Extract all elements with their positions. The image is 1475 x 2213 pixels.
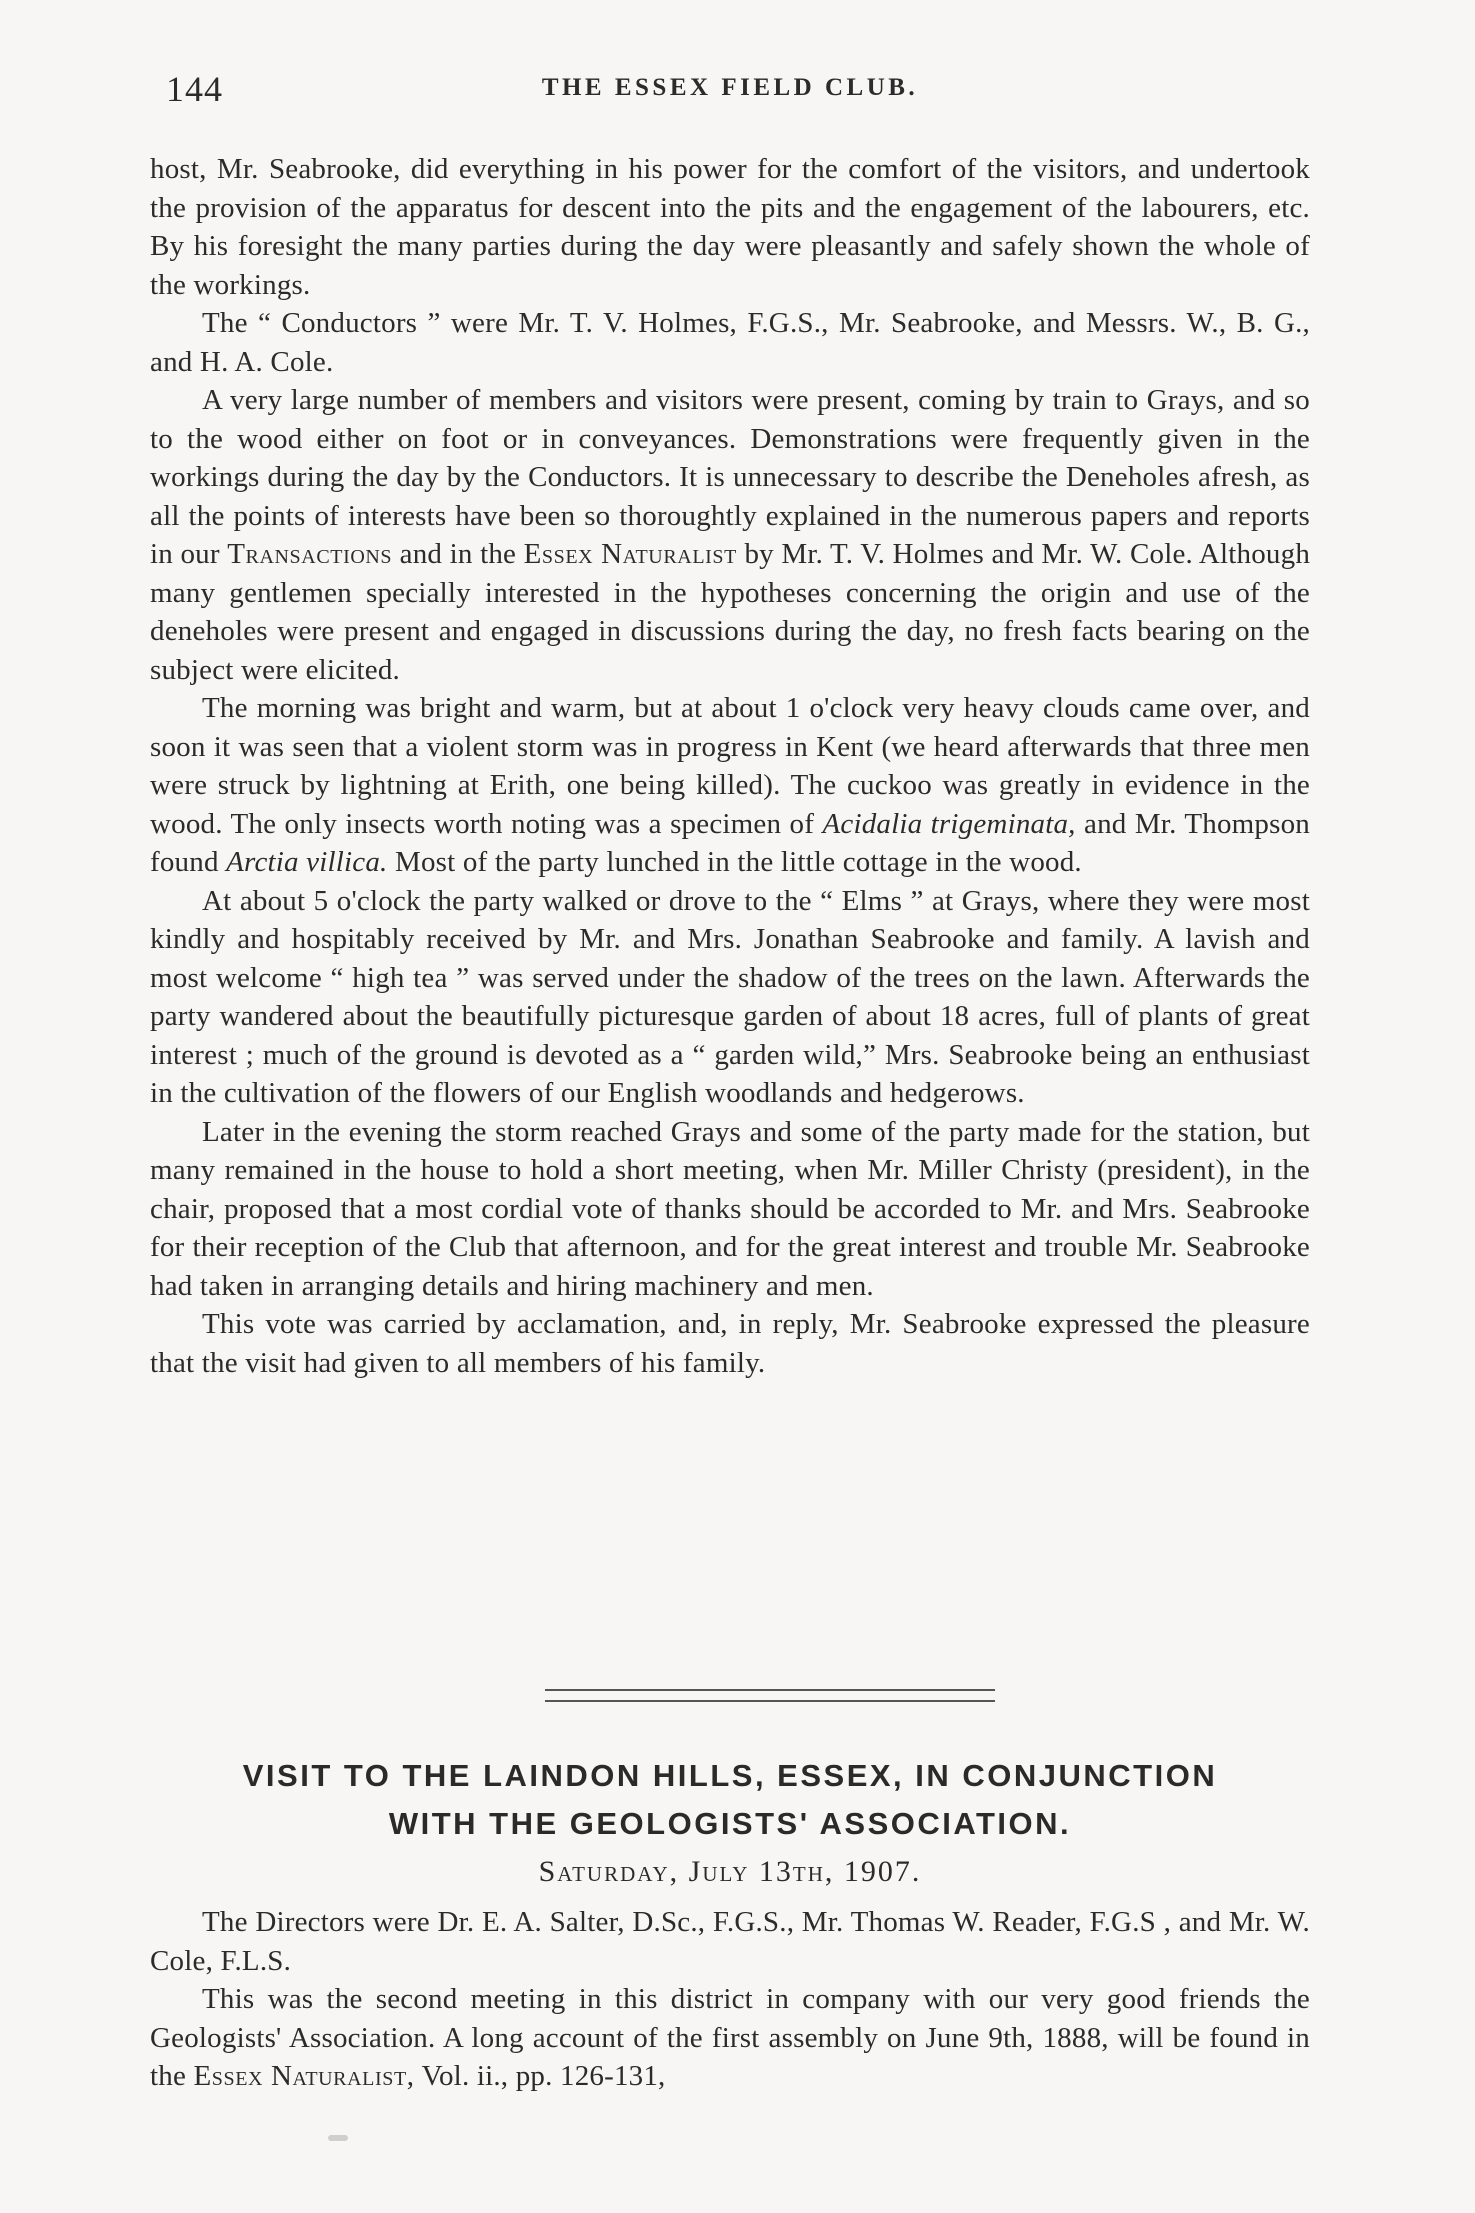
paragraph-1: host, Mr. Seabrooke, did everything in his power for the comfort of the visitors, and undertook the provision of the apparatus for descent into the pits and the engagement of the labourers, etc. By his foresight the many parties during the day were pleasantly and safely shown the whole of the workings. bbox=[150, 153, 1310, 301]
paragraph-weather-text-a: The morning was bright and warm, but at about 1 o'clock very heavy clouds came over, and soon it was seen that a violent storm was in progress in Kent (we heard afterwards that three men were struck by lightning at Erith, one being killed). The cuckoo was greatly in evidence in the wood. The only insects worth noting was a specimen of bbox=[150, 692, 1310, 840]
paragraph-second-meeting-text-a: This was the second meeting in this district in company with our very good friends the Geologists' Association. A long account of the first assembly on June 9th, 1888, will be found in the bbox=[150, 1983, 1310, 2092]
species-arctia: Arctia villica. bbox=[226, 846, 388, 878]
section-title bbox=[140, 1752, 1320, 1848]
paragraph-evening: Later in the evening the storm reached Grays and some of the party made for the station, but many remained in the house to hold a short meeting, when Mr. Miller Christy (president), in the chair, proposed that a most cordial vote of thanks should be accorded to Mr. and Mrs. Seabrooke for their reception of the Club that afternoon, and for the great interest and trouble Mr. Seabrooke had taken in arranging details and hiring machinery and men. bbox=[150, 1115, 1310, 1302]
paragraph-attendance-text-b: and in the bbox=[399, 538, 517, 570]
transactions-ref: Transactions bbox=[227, 538, 393, 570]
running-head: THE ESSEX FIELD CLUB. bbox=[541, 74, 919, 101]
species-acidalia: Acidalia trigeminata, bbox=[822, 807, 1076, 840]
paper-speck bbox=[328, 2135, 348, 2141]
section-title-line-2: WITH THE GEOLOGISTS' ASSOCIATION. bbox=[388, 1806, 1072, 1841]
paragraph-weather-text-b: and Mr. Thompson found bbox=[150, 807, 1310, 878]
paragraph-second-meeting bbox=[150, 1980, 1310, 2096]
paragraph-weather-text-c: Most of the party lunched in the little cottage in the wood. bbox=[394, 846, 1082, 878]
paragraph-conductors: The “ Conductors ” were Mr. T. V. Holmes, F.G.S., Mr. Seabrooke, and Messrs. W., B. G., and H. A. Cole. bbox=[150, 307, 1310, 378]
page-number: 144 bbox=[166, 69, 223, 109]
section-body bbox=[150, 1903, 1310, 2096]
essex-naturalist-ref-2: Essex Naturalist, bbox=[193, 2060, 415, 2092]
paragraph-attendance bbox=[150, 381, 1310, 689]
paragraph-elms: At about 5 o'clock the party walked or drove to the “ Elms ” at Grays, where they were most kindly and hospitably received by Mr. and Mrs. Jonathan Seabrooke and family. A lavish and most welcome “ high tea ” was served under the shadow of the trees on the lawn. Afterwards the party wandered about the beautifully picturesque garden of about 18 acres, full of plants of great interest ; much of the ground is devoted as a “ garden wild,” Mrs. Seabrooke being an enthusiast in the cultivation of the flowers of our English woodlands and hedgerows. bbox=[150, 884, 1310, 1109]
paragraph-second-meeting-text-b: Vol. ii., pp. 126-131, bbox=[421, 2060, 666, 2092]
page-header bbox=[150, 68, 1310, 116]
section-divider bbox=[545, 1689, 995, 1702]
article-body bbox=[150, 150, 1310, 1382]
paragraph-attendance-text-c: by Mr. T. V. Holmes and Mr. W. Cole. Although many gentlemen specially interested in the hypotheses concerning the origin and use of the deneholes were present and engaged in discussions during the day, no fresh facts bearing on the subject were elicited. bbox=[150, 538, 1311, 686]
paragraph-vote: This vote was carried by acclamation, and, in reply, Mr. Seabrooke expressed the pleasure that the visit had given to all members of his family. bbox=[150, 1308, 1310, 1379]
section-date: Saturday, July 13th, 1907. bbox=[538, 1855, 922, 1888]
essex-naturalist-ref: Essex Naturalist bbox=[523, 538, 737, 570]
paragraph-directors: The Directors were Dr. E. A. Salter, D.Sc., F.G.S., Mr. Thomas W. Reader, F.G.S , and Mr. W. Cole, F.L.S. bbox=[150, 1906, 1310, 1977]
paragraph-attendance-text-a: A very large number of members and visitors were present, coming by train to Grays, and so to the wood either on foot or in conveyances. Demonstrations were frequently given in the workings during the day by the Conductors. It is unnecessary to describe the Deneholes afresh, as all the points of interests have been so thoroughtly explained in the numerous papers and reports in our bbox=[150, 384, 1310, 570]
paragraph-weather bbox=[150, 689, 1310, 882]
section-title-line-1: VISIT TO THE LAINDON HILLS, ESSEX, IN CONJUNCTION bbox=[242, 1758, 1218, 1793]
